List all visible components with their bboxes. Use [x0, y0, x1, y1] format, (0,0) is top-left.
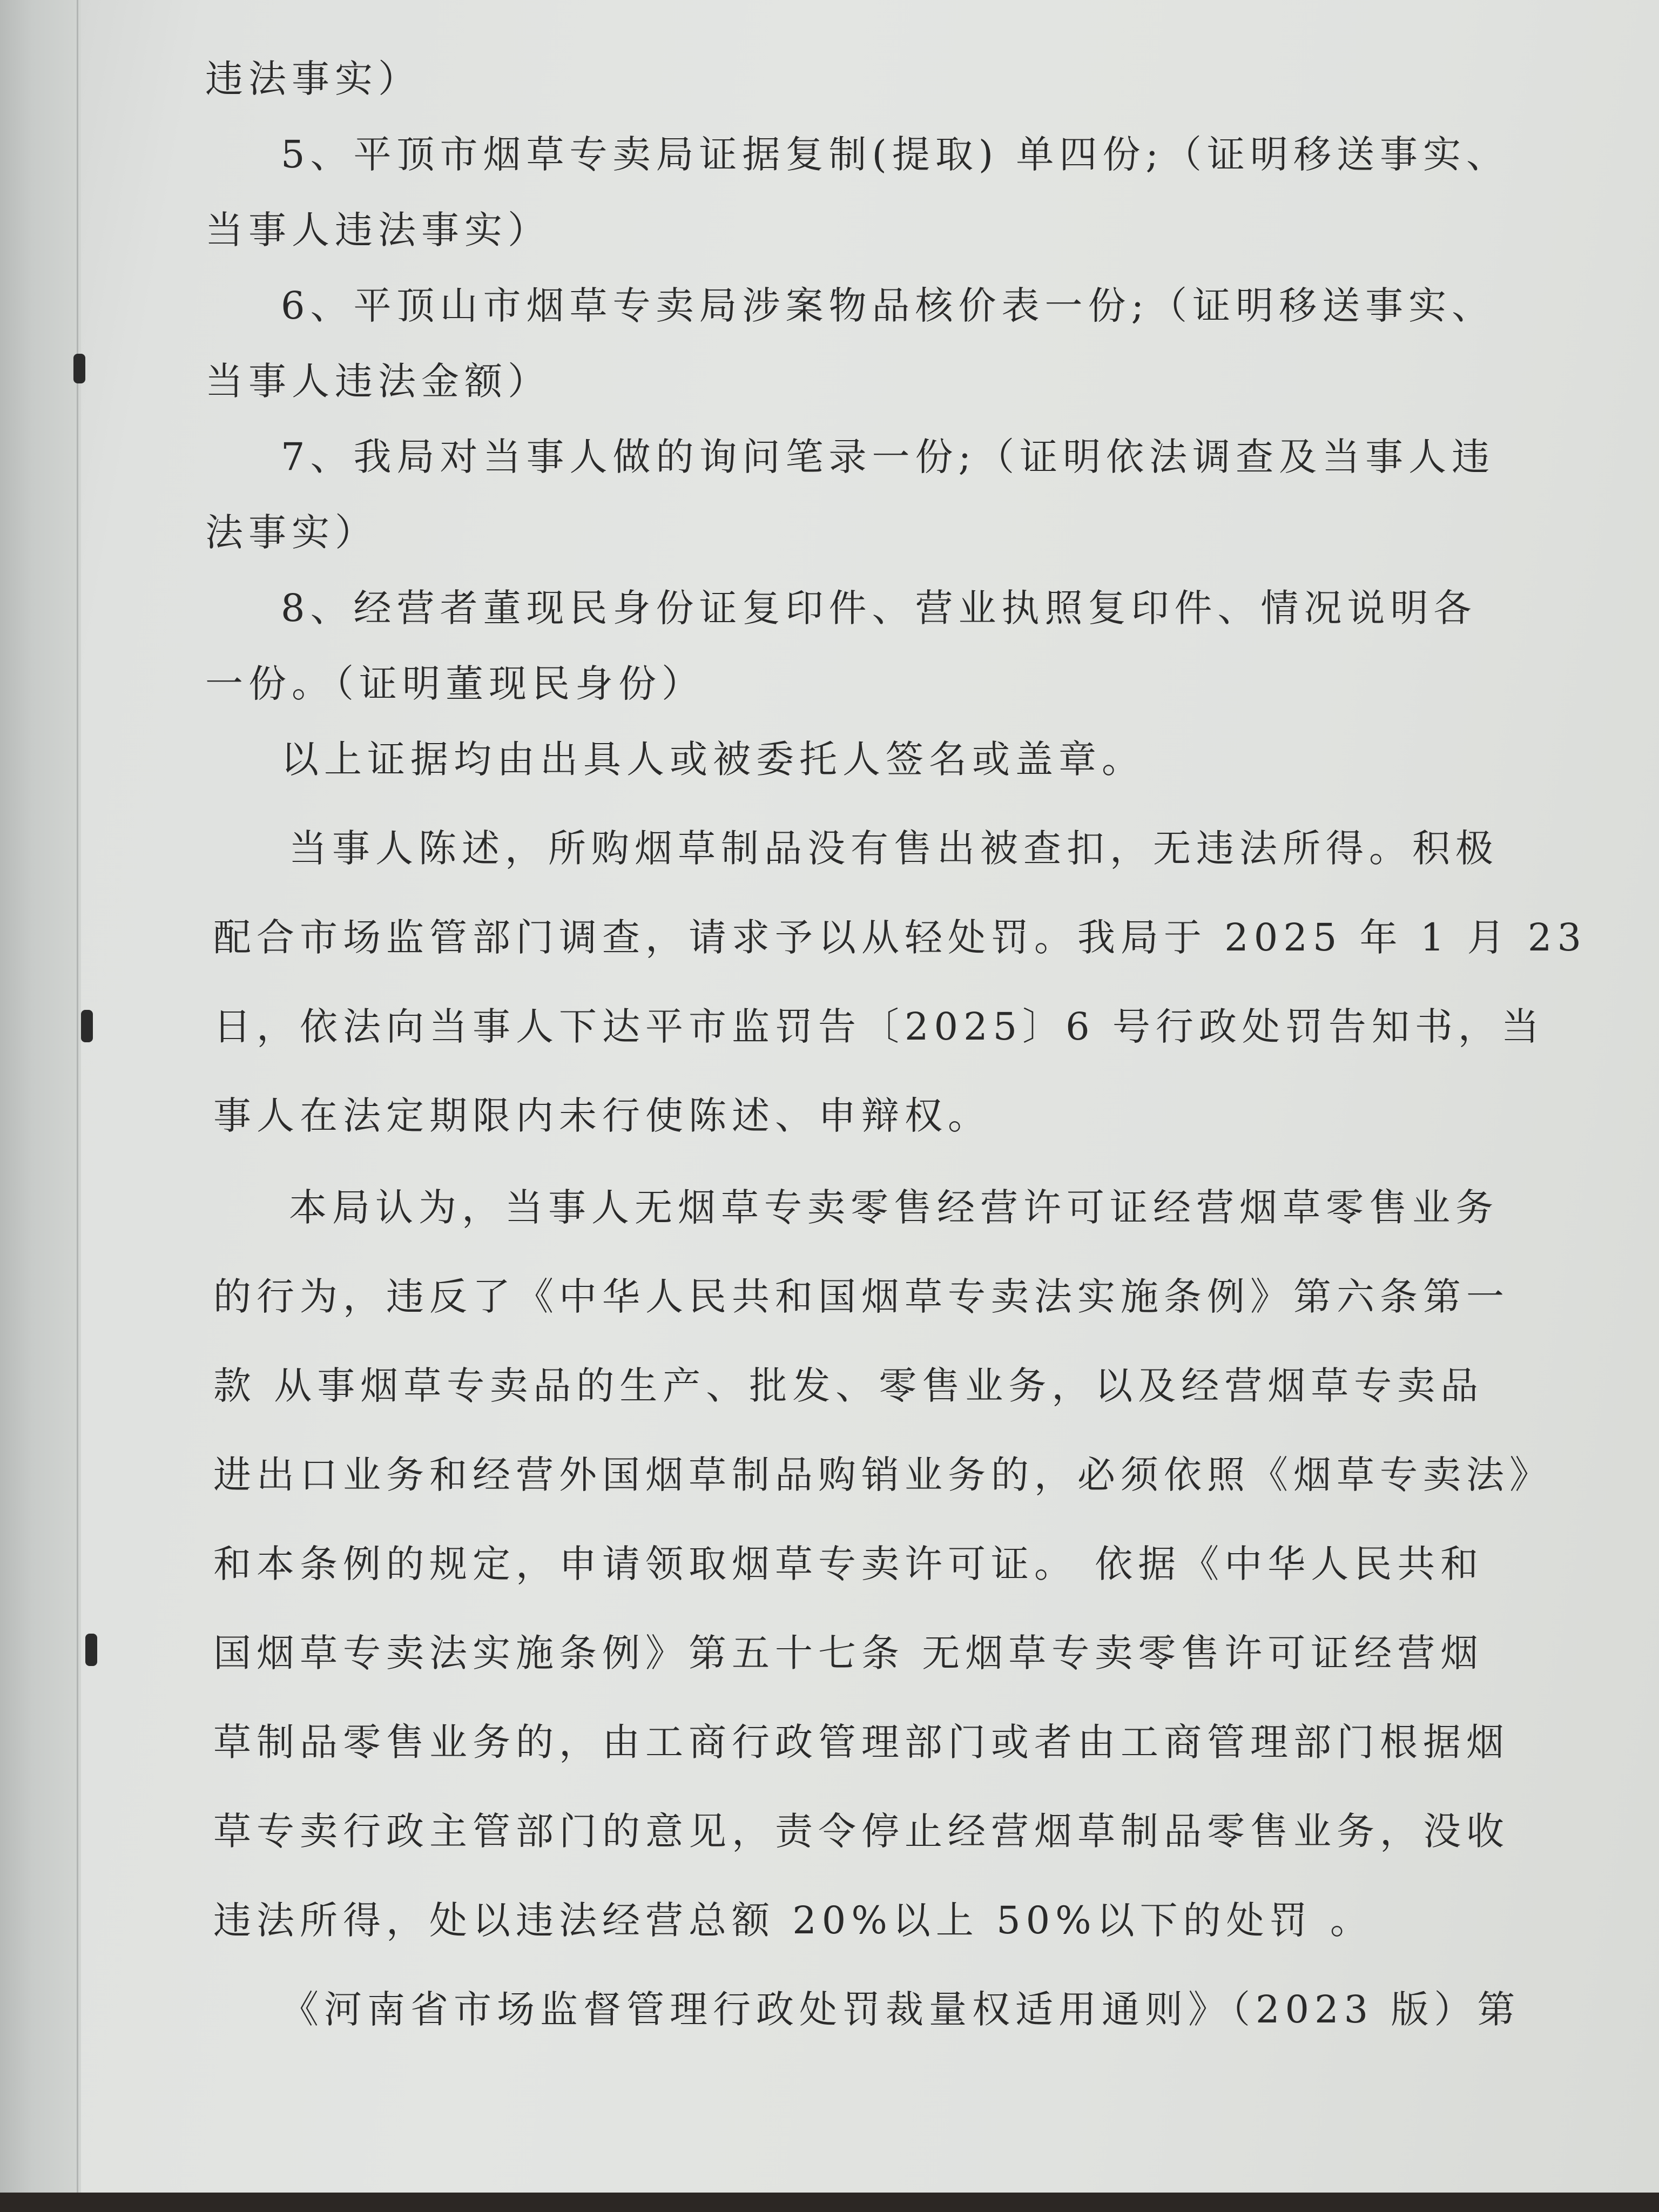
text-line: 当事人违法金额） — [205, 359, 551, 403]
binding-hole-top — [73, 354, 85, 383]
text-line: 和本条例的规定，申请领取烟草专卖许可证。 依据《中华人民共和 — [213, 1542, 1484, 1586]
text-line: 违法事实） — [205, 57, 421, 101]
text-line: 进出口业务和经营外国烟草制品购销业务的，必须依照《烟草专卖法》 — [213, 1453, 1553, 1497]
text-line: 草专卖行政主管部门的意见，责令停止经营烟草制品零售业务，没收 — [213, 1809, 1509, 1853]
text-line: 款 从事烟草专卖品的生产、批发、零售业务，以及经营烟草专卖品 — [213, 1364, 1484, 1408]
text-line: 当事人违法事实） — [205, 208, 551, 252]
text-line: 日，依法向当事人下达平市监罚告〔2025〕6 号行政处罚告知书，当 — [213, 1004, 1545, 1049]
binding-edge — [0, 0, 81, 2193]
text-line: 国烟草专卖法实施条例》第五十七条 无烟草专卖零售许可证经营烟 — [213, 1631, 1484, 1675]
text-line: 违法所得，处以违法经营总额 20%以上 50%以下的处罚 。 — [213, 1898, 1373, 1943]
text-line: 法事实） — [205, 510, 378, 555]
binding-hole-bottom — [85, 1634, 97, 1666]
table-surface-edge — [0, 2193, 1659, 2212]
text-line: 以上证据均由出具人或被委托人签名或盖章。 — [281, 737, 1145, 781]
text-line: 7、我局对当事人做的询问笔录一份;（证明依法调查及当事人违 — [281, 435, 1495, 479]
binding-line — [77, 0, 78, 2193]
text-line: 当事人陈述，所购烟草制品没有售出被查扣，无违法所得。积极 — [289, 826, 1499, 871]
text-line: 本局认为，当事人无烟草专卖零售经营许可证经营烟草零售业务 — [289, 1185, 1499, 1230]
text-line: 配合市场监管部门调查，请求予以从轻处罚。我局于 2025 年 1 月 23 — [213, 915, 1587, 960]
binding-hole-middle — [81, 1010, 93, 1042]
text-line: 6、平顶山市烟草专卖局涉案物品核价表一份;（证明移送事实、 — [281, 284, 1495, 328]
text-line: 的行为，违反了《中华人民共和国烟草专卖法实施条例》第六条第一 — [213, 1274, 1509, 1319]
text-line: 《河南省市场监督管理行政处罚裁量权适用通则》（2023 版）第 — [281, 1987, 1521, 2032]
text-line: 一份。（证明董现民身份） — [205, 662, 705, 706]
text-line: 5、平顶市烟草专卖局证据复制(提取) 单四份;（证明移送事实、 — [281, 132, 1509, 177]
text-line: 8、经营者董现民身份证复印件、营业执照复印件、情况说明各 — [281, 586, 1477, 630]
text-line: 事人在法定期限内未行使陈述、申辩权。 — [213, 1094, 991, 1138]
text-line: 草制品零售业务的，由工商行政管理部门或者由工商管理部门根据烟 — [213, 1720, 1509, 1764]
